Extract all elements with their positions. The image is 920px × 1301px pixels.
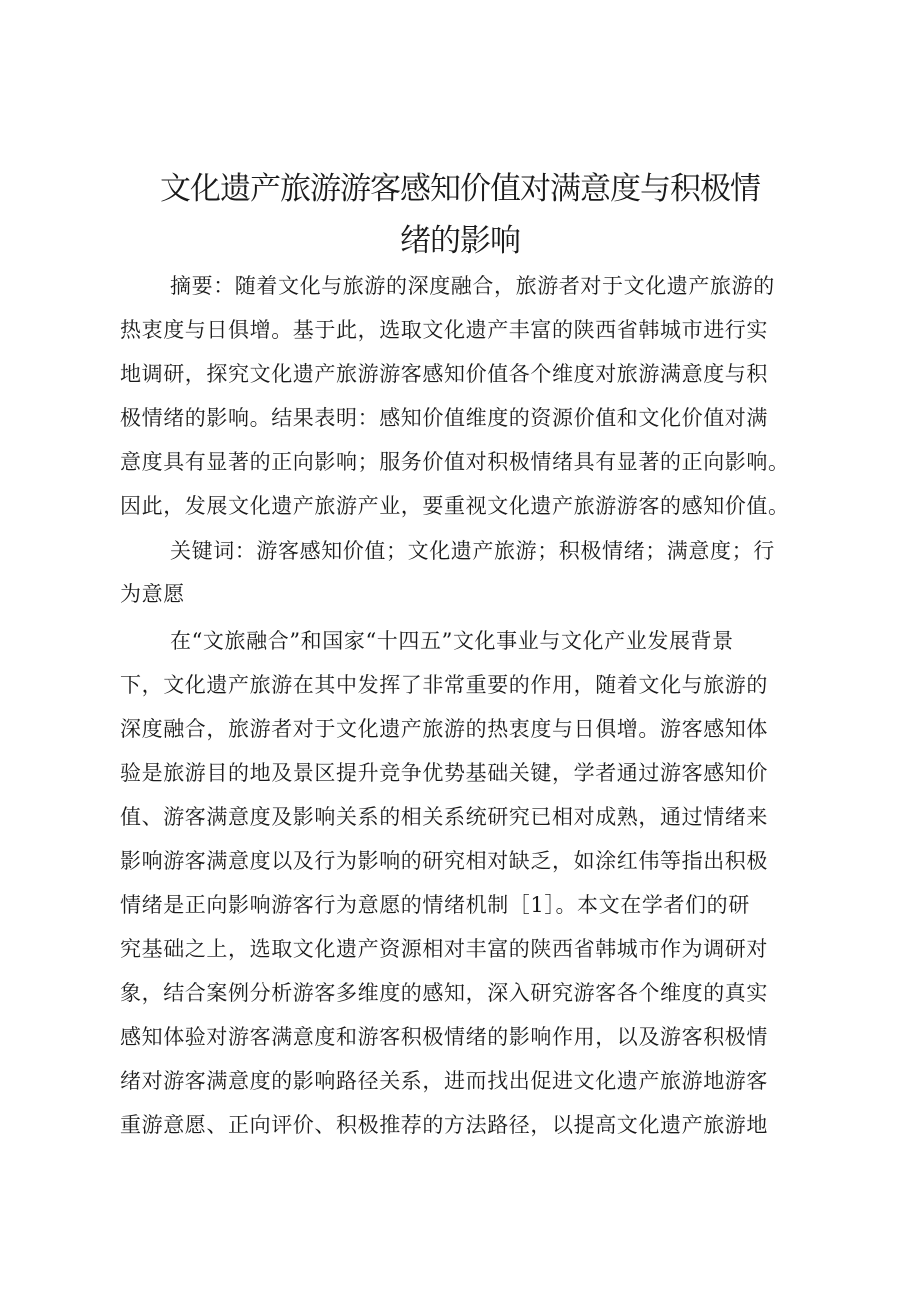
body-line: 在“文旅融合”和国家“十四五”文化事业与文化产业发展背景 (170, 629, 734, 653)
keywords-line: 为意愿 (120, 582, 185, 606)
paper-title-line-2: 绪的影响 (400, 223, 520, 259)
body-line: 验是旅游目的地及景区提升竞争优势基础关键，学者通过游客感知价 (120, 761, 768, 785)
body-line: 值、游客满意度及影响关系的相关系统研究已相对成熟，通过情绪来 (120, 805, 768, 829)
body-line: 感知体验对游客满意度和游客积极情绪的影响作用，以及游客积极情 (120, 1025, 768, 1049)
body-line: 下，文化遗产旅游在其中发挥了非常重要的作用，随着文化与旅游的 (120, 673, 768, 697)
abstract-line: 摘要：随着文化与旅游的深度融合，旅游者对于文化遗产旅游的 (170, 274, 775, 298)
abstract-line: 极情绪的影响。结果表明：感知价值维度的资源价值和文化价值对满 (120, 406, 768, 430)
abstract-line: 热衷度与日俱增。基于此，选取文化遗产丰富的陕西省韩城市进行实 (120, 318, 768, 342)
body-line: 深度融合，旅游者对于文化遗产旅游的热衷度与日俱增。游客感知体 (120, 717, 768, 741)
body-line: 重游意愿、正向评价、积极推荐的方法路径，以提高文化遗产旅游地 (120, 1113, 768, 1137)
keywords-line: 关键词：游客感知价值；文化遗产旅游；积极情绪；满意度；行 (170, 539, 775, 563)
body-line: 究基础之上，选取文化遗产资源相对丰富的陕西省韩城市作为调研对 (120, 937, 768, 961)
body-line: 绪对游客满意度的影响路径关系，进而找出促进文化遗产旅游地游客 (120, 1069, 768, 1093)
abstract-line: 因此，发展文化遗产旅游产业，要重视文化遗产旅游游客的感知价值。 (120, 494, 790, 518)
paper-title-line-1: 文化遗产旅游游客感知价值对满意度与积极情 (160, 171, 760, 207)
body-line: 影响游客满意度以及行为影响的研究相对缺乏，如涂红伟等指出积极 (120, 849, 768, 873)
abstract-line: 意度具有显著的正向影响；服务价值对积极情绪具有显著的正向影响。 (120, 450, 790, 474)
body-line: 象，结合案例分析游客多维度的感知，深入研究游客各个维度的真实 (120, 981, 768, 1005)
body-line: 情绪是正向影响游客行为意愿的情绪机制［1］。本文在学者们的研 (120, 893, 750, 917)
abstract-line: 地调研，探究文化遗产旅游游客感知价值各个维度对旅游满意度与积 (120, 362, 768, 386)
